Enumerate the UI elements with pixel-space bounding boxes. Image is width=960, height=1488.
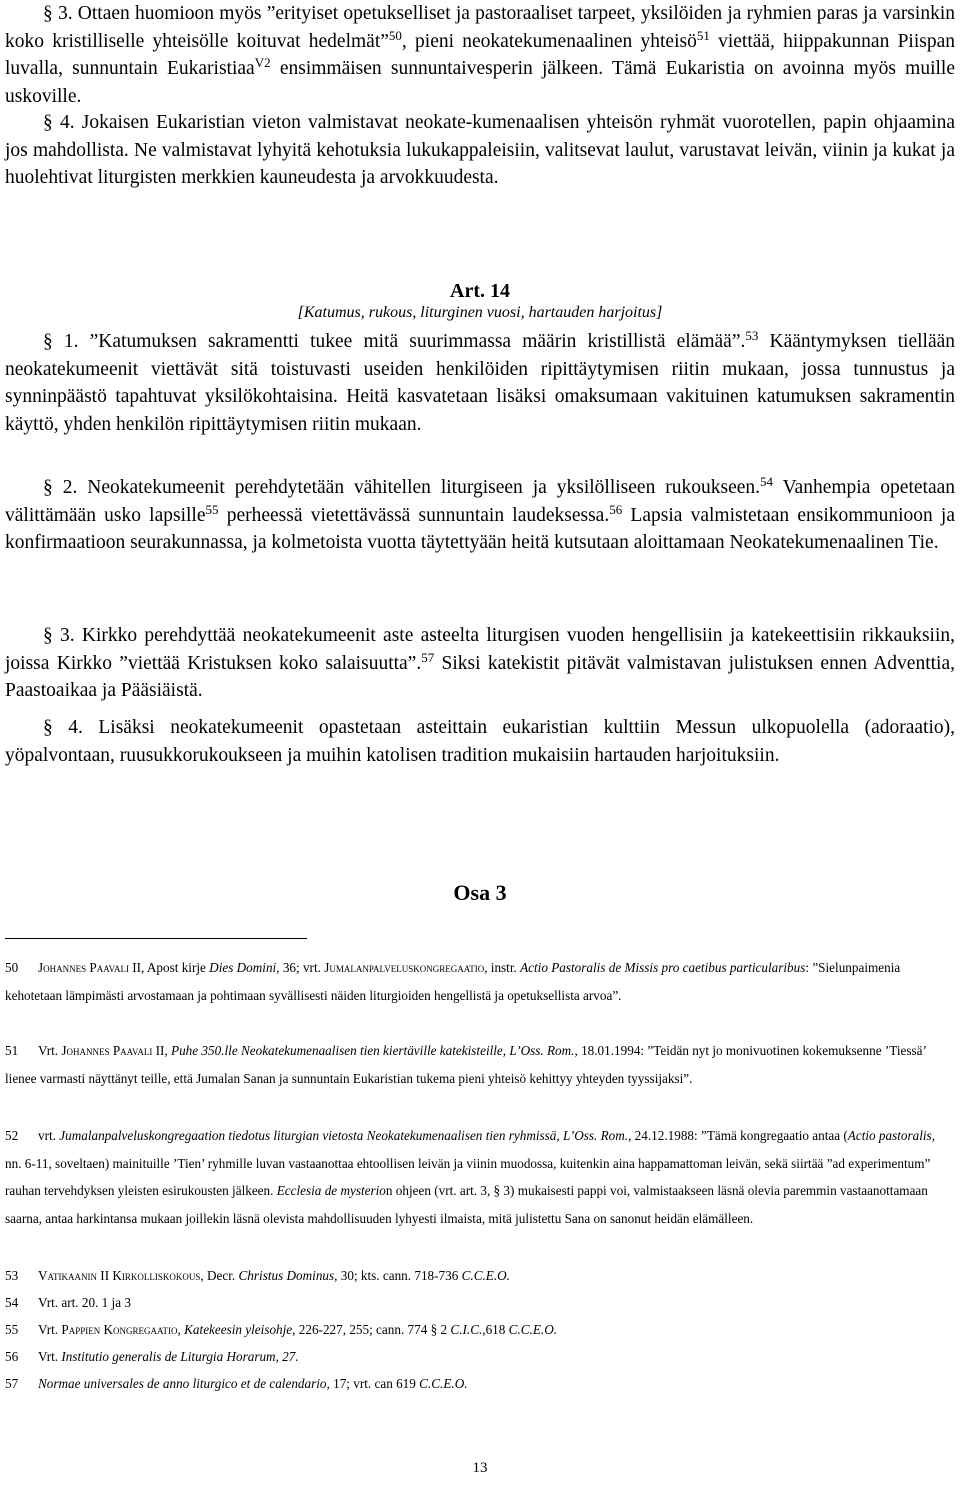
- footnote-57: 57 Normae universales de anno liturgico et de calendario, 17; vrt. can 619 C.C.E.O.: [5, 1376, 468, 1391]
- footnote-ref-54[interactable]: 54: [760, 473, 774, 489]
- footnote-54: 54 Vrt. art. 20. 1 ja 3: [5, 1295, 131, 1310]
- article-subtitle: [Katumus, rukous, liturginen vuosi, hartauden harjoitus]: [297, 304, 663, 321]
- article-title: Art. 14: [450, 280, 510, 302]
- footnote-56: 56 Vrt. Institutio generalis de Liturgia Horarum, 27.: [5, 1349, 299, 1364]
- page-number: 13: [472, 1460, 488, 1476]
- paragraph-2: § 2. Neokatekumeenit perehdytetään vähitellen liturgiseen ja yksilölliseen rukoukseen.$^{54}$ Vanhempia opetetaan välittämään usko lapsille$^{55}$ perheessä vietettävässä sunnuntain laudeksessa.$^{56}$ Lapsia valmistetaan ensikommunioon ja konfirmaatioon seurakunnassa, ja kolmetoista vuotta täytettyään heitä kutsutaan aloittamaan Neokatekumenaalinen Tie.: [5, 473, 955, 553]
- paragraph-1: § 1. ”Katumuksen sakramentti tukee mitä suurimmassa määrin kristillistä elämää”.$^{53}$ Kääntymyksen tiellään neokatekumeenit viettävät sitä toistuvasti useiden henkilöiden ripittäytymisen riitin mukaan, jossa tunnustus ja synninpäästö tapahtuvat yksilökohtaisina. Heitä kasvatetaan lisäksi omaksumaan vakituinen katumuksen sakramentin käyttö, yhden henkilön ripittäytymisen riitin mukaan.: [5, 327, 956, 435]
- footnote-ref-56[interactable]: 56: [609, 501, 623, 517]
- footnote-ref-v2[interactable]: V2: [254, 54, 271, 70]
- paragraph-3: § 3. Kirkko perehdyttää neokatekumeenit aste asteelta liturgisen vuoden hengellisiin ja katekeettisiin rikkauksiin, joissa Kirkko ”viettää Kristuksen koko salaisuutta”.$^{57}$ Siksi katekistit pitävät valmistavan julistuksen ennen Adventtia, Paastoaikaa ja Pääsiäistä.: [5, 625, 955, 701]
- footnote-53: 53 Vatikaanin II Kirkolliskokous, Decr. Christus Dominus, 30; kts. cann. 718-736 C.C.E.O.: [5, 1268, 510, 1283]
- footnote-52: 52 vrt. Jumalanpalveluskongregaation tiedotus liturgian vietosta Neokatekumenaalisen tien ryhmissä, L’Oss. Rom., 24.12.1988: ”Tämä kongregaatio antaa (Actio pastoralis, nn. 6-11, soveltaen) mainituille ’Tien’ ryhmille luvan vastaanottaa ehtoollisen leivän ja viinin muodossa, kuitenkin aina happamattoman leivän, sekä siirtää ”ad experimentum” rauhan tervehdyksen yleisten esirukousten jälkeen. Ecclesia de mysterion ohjeen (vrt. art. 3, § 3) mukaisesti pappi voi, valmistaakseen läsnä olevia paremmin vastaanottamaan saarna, antaa harkintansa mukaan joillekin läsnä olevista mahdollisuuden lyhyesti ilmaista, mitä julistettu Sana on sanonut heidän elämälleen.: [5, 1128, 935, 1226]
- paragraph-4-top: § 4. Jokaisen Eukaristian vieton valmistavat neokate-kumenaalisen yhteisön ryhmät vuorotellen, papin ohjaamina jos mahdollista. Ne valmistavat lyhyitä kehotuksia lukukappaleisiin, valitsevat laulut, varustavat leivän, viinin ja kukat ja huolehtivat liturgisten merkkien kauneudesta ja arvokkuudesta.: [5, 112, 955, 188]
- footnote-ref-55[interactable]: 55: [205, 501, 219, 517]
- footnote-50: 50 Johannes Paavali II, Apost kirje Dies Domini, 36; vrt. Jumalanpalveluskongregaatio, instr. Actio Pastoralis de Missis pro caetibus particularibus: ”Sielunpaimenia kehotetaan lämpimästi arvostamaan ja pohtimaan syvällisesti näiden liturgioiden hengellistä ja opetuksellista arvoa”.: [5, 960, 901, 1003]
- paragraph-3-top: § 3. Ottaen huomioon myös ”erityiset opetukselliset ja pastoraaliset tarpeet, yksilöiden ja ryhmien paras ja varsinkin koko kristilliselle yhteisölle koituvat hedelmät”$^{50}$, pieni neokatekumenaalinen yhteisö$^{51}$ viettää, hiippakunnan Piispan luvalla, sunnuntain Eukaristiaa$^{V2}$ ensimmäisen sunnuntaivesperin jälkeen. Tämä Eukaristia on avoinna myös muille uskoville.: [5, 3, 955, 107]
- footnote-ref-51[interactable]: 51: [696, 27, 710, 43]
- paragraph-4: § 4. Lisäksi neokatekumeenit opastetaan asteittain eukaristian kulttiin Messun ulkopuolella (adoraatio), yöpalvontaan, ruusukkorukoukseen ja muihin katolisen tradition mukaisiin hartauden harjoituksiin.: [5, 717, 955, 766]
- footnote-separator: [5, 938, 307, 939]
- footnote-ref-50[interactable]: 50: [388, 27, 402, 43]
- footnote-55: 55 Vrt. Pappien Kongregaatio, Katekeesin yleisohje, 226-227, 255; cann. 774 § 2 C.I.C.,618 C.C.E.O.: [5, 1322, 558, 1337]
- part-heading: Osa 3: [453, 880, 507, 905]
- footnote-ref-57[interactable]: 57: [421, 649, 435, 665]
- footnote-ref-53[interactable]: 53: [745, 327, 759, 343]
- footnote-51: 51 Vrt. Johannes Paavali II, Puhe 350.lle Neokatekumenaalisen tien kiertäville katekisteille, L’Oss. Rom., 18.01.1994: ”Teidän nyt jo monivuotinen kokemuksenne ’Tiessä’ lienee varmasti näyttänyt teille, että Jumalan Sanan ja sunnuntain Eukaristian tukema pieni yhteisö kehittyy yhteyden tyyssijaksi”.: [5, 1043, 926, 1086]
